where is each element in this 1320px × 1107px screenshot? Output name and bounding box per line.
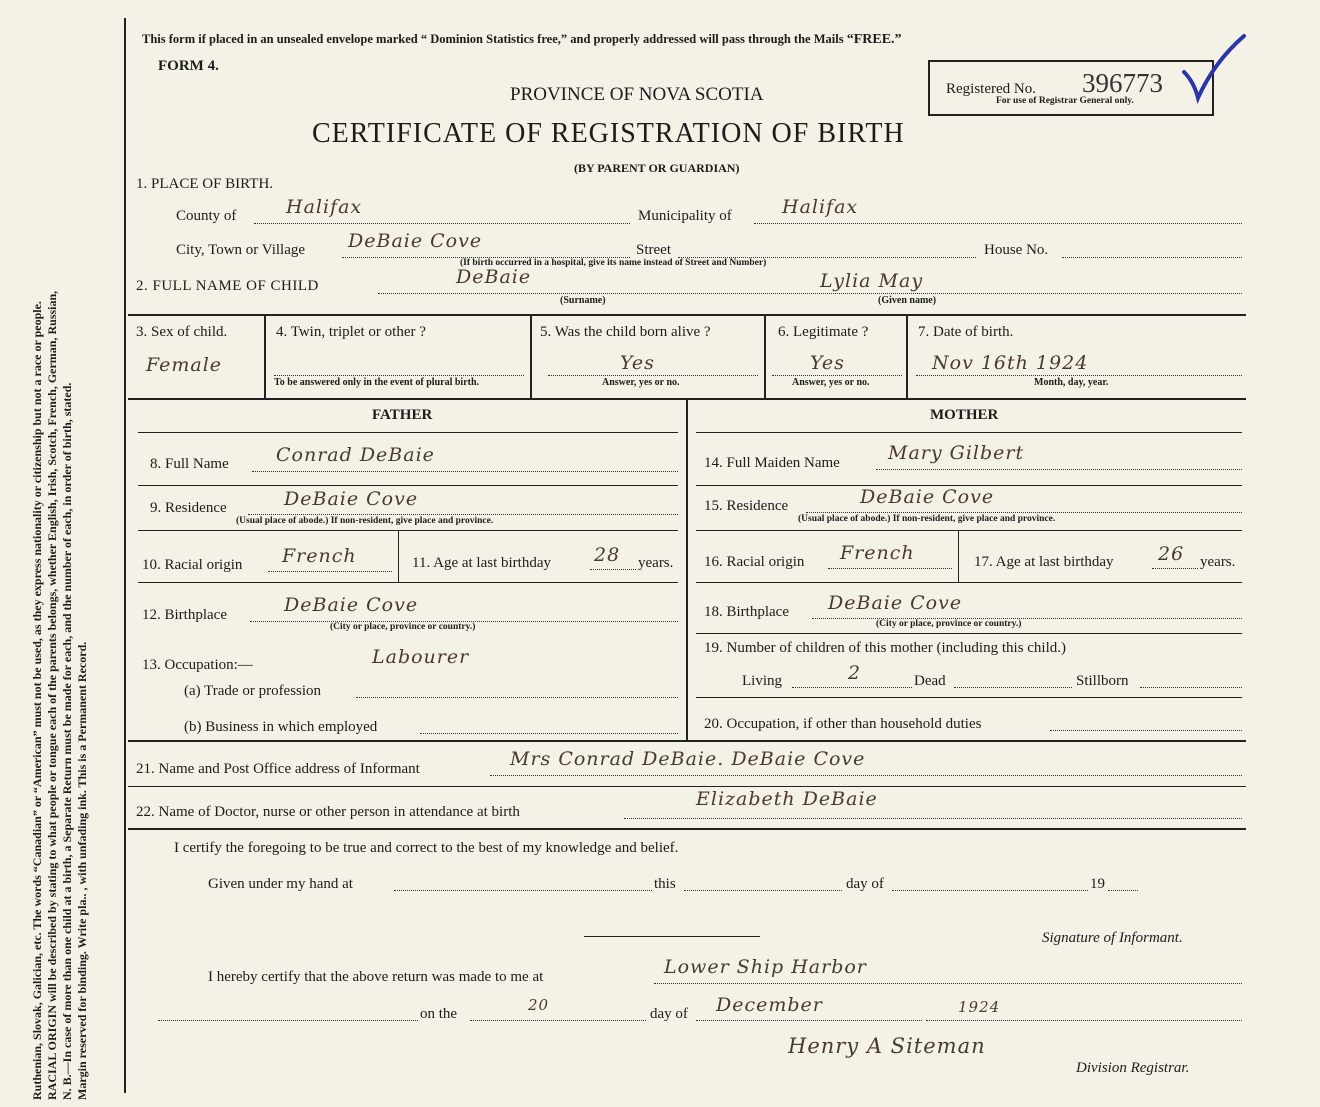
informant-label: 21. Name and Post Office address of Informant: [136, 761, 420, 777]
city-value: DeBaie Cove: [348, 230, 483, 252]
dead-label: Dead: [914, 673, 946, 689]
registrar-place-value: Lower Ship Harbor: [664, 956, 867, 978]
mother-age-value: 26: [1158, 543, 1185, 565]
father-occupation-label: 13. Occupation:—: [142, 657, 253, 673]
street-label: Street: [636, 242, 671, 258]
mother-birthplace-value: DeBaie Cove: [828, 592, 963, 614]
mother-race-label: 16. Racial origin: [704, 554, 805, 570]
born-alive-label: 5. Was the child born alive ?: [540, 324, 711, 340]
father-birthplace-label: 12. Birthplace: [142, 607, 227, 623]
father-occupation-value: Labourer: [372, 646, 470, 668]
father-race-value: French: [282, 545, 357, 567]
day-of-label: day of: [846, 876, 884, 892]
sex-value: Female: [146, 354, 223, 376]
informant-signature-label: Signature of Informant.: [1042, 930, 1183, 946]
hospital-note: (If birth occurred in a hospital, give its name instead of Street and Number): [460, 258, 767, 268]
twin-label: 4. Twin, triplet or other ?: [276, 324, 426, 340]
registrar-month-value: December: [716, 994, 823, 1016]
municipality-value: Halifax: [782, 196, 859, 218]
on-the-label: on the: [420, 1006, 458, 1022]
margin-note-racial-2: RACIAL ORIGIN will be described by stating to what people or tongue each of the parents belongs, whether English, Irish, Scotch, French, German, Russian,: [45, 290, 59, 1100]
mother-occupation-label: 20. Occupation, if other than household duties: [704, 716, 982, 732]
legitimate-value: Yes: [810, 352, 845, 374]
form-number: FORM 4.: [158, 58, 219, 74]
mother-residence-label: 15. Residence: [704, 498, 789, 514]
mother-birthplace-label: 18. Birthplace: [704, 604, 789, 620]
legitimate-note: Answer, yes or no.: [792, 377, 870, 388]
margin-notes: [30, 40, 90, 1100]
registration-box: [928, 60, 1214, 116]
doctor-value: Elizabeth DeBaie: [696, 788, 878, 810]
living-value: 2: [848, 662, 862, 684]
province-title: PROVINCE OF NOVA SCOTIA: [510, 84, 764, 105]
county-value: Halifax: [286, 196, 363, 218]
registered-label: Registered No.: [946, 81, 1036, 97]
stillborn-label: Stillborn: [1076, 673, 1129, 689]
place-of-birth-heading: 1. PLACE OF BIRTH.: [136, 176, 274, 192]
division-registrar-label: Division Registrar.: [1076, 1060, 1190, 1076]
trade-label: (a) Trade or profession: [184, 683, 322, 699]
living-label: Living: [742, 673, 782, 689]
registrar-day-of-label: day of: [650, 1006, 688, 1022]
registered-number: 396773: [1082, 68, 1163, 98]
given-name-note: (Given name): [878, 295, 937, 306]
given-under-label: Given under my hand at: [208, 876, 353, 892]
mother-birthplace-note: (City or place, province or country.): [876, 619, 1022, 629]
mother-years-label: years.: [1200, 554, 1236, 570]
surname-note: (Surname): [560, 295, 606, 306]
certificate-title: CERTIFICATE OF REGISTRATION OF BIRTH: [312, 118, 905, 149]
mother-residence-value: DeBaie Cove: [860, 486, 995, 508]
dob-note: Month, day, year.: [1034, 377, 1109, 388]
children-count-label: 19. Number of children of this mother (including this child.): [704, 640, 1067, 656]
father-residence-value: DeBaie Cove: [284, 488, 419, 510]
registrar-year-value: 1924: [958, 998, 1001, 1016]
dob-value: Nov 16th 1924: [932, 352, 1089, 374]
registrar-day-value: 20: [528, 996, 550, 1014]
child-surname-value: DeBaie: [456, 266, 532, 288]
informant-value: Mrs Conrad DeBaie. DeBaie Cove: [510, 748, 866, 770]
year-prefix-label: 19: [1090, 876, 1105, 892]
business-label: (b) Business in which employed: [184, 719, 378, 735]
county-label: County of: [176, 208, 237, 224]
dob-label: 7. Date of birth.: [918, 324, 1014, 340]
binding-margin: [0, 0, 128, 1107]
registrar-signature: Henry A Siteman: [788, 1034, 986, 1058]
father-age-label: 11. Age at last birthday: [412, 555, 551, 571]
certificate-subtitle: (BY PARENT OR GUARDIAN): [574, 161, 740, 175]
city-label: City, Town or Village: [176, 242, 306, 258]
father-birthplace-value: DeBaie Cove: [284, 594, 419, 616]
father-residence-label: 9. Residence: [150, 500, 227, 516]
mother-age-label: 17. Age at last birthday: [974, 554, 1114, 570]
father-name-label: 8. Full Name: [150, 456, 229, 472]
certify-statement: I certify the foregoing to be true and correct to the best of my knowledge and belief.: [174, 840, 679, 856]
house-no-label: House No.: [984, 242, 1049, 258]
twin-note: To be answered only in the event of plural birth.: [274, 377, 480, 388]
this-label: this: [654, 876, 676, 892]
child-given-name-value: Lylia May: [820, 270, 924, 292]
born-alive-value: Yes: [620, 352, 655, 374]
doctor-label: 22. Name of Doctor, nurse or other person in attendance at birth: [136, 804, 520, 820]
father-residence-note: (Usual place of abode.) If non-resident, give place and province.: [236, 516, 494, 526]
child-name-label: 2. FULL NAME OF CHILD: [136, 278, 319, 294]
mother-race-value: French: [840, 542, 915, 564]
father-age-value: 28: [594, 544, 621, 566]
mother-name-label: 14. Full Maiden Name: [704, 455, 840, 471]
father-race-label: 10. Racial origin: [142, 557, 243, 573]
registrar-use-note: For use of Registrar General only.: [996, 96, 1134, 106]
father-heading: FATHER: [372, 407, 433, 423]
check-mark-icon: [1180, 32, 1250, 104]
margin-note-permanent: Margin reserved for binding. Write pla.. , with unfading ink. This is a Permanent Record.: [75, 641, 89, 1100]
mother-name-value: Mary Gilbert: [888, 442, 1025, 464]
born-alive-note: Answer, yes or no.: [602, 377, 680, 388]
father-name-value: Conrad DeBaie: [276, 444, 435, 466]
municipality-label: Municipality of: [638, 208, 732, 224]
legitimate-label: 6. Legitimate ?: [778, 324, 869, 340]
sex-label: 3. Sex of child.: [136, 324, 228, 340]
registrar-statement: I hereby certify that the above return was made to me at: [208, 969, 544, 985]
margin-border: [124, 18, 126, 1093]
mail-notice: This form if placed in an unsealed envelope marked “ Dominion Statistics free,” and properly addressed will pass through the Mails “FREE.”: [142, 32, 902, 47]
father-birthplace-note: (City or place, province or country.): [330, 622, 476, 632]
margin-note-multiple-births: N. B.—In case of more than one child at a birth, a Separate Return must be made for each, and the number of each, in order of birth, stated.: [60, 382, 74, 1100]
mother-heading: MOTHER: [930, 407, 999, 423]
mother-residence-note: (Usual place of abode.) If non-resident, give place and province.: [798, 514, 1056, 524]
father-years-label: years.: [638, 555, 674, 571]
margin-note-binding: Ruthenian, Slovak, Galician, etc. The words “Canadian” or “American” must not be used, as they express nationality or citizenship but not a race or people.: [30, 301, 44, 1100]
